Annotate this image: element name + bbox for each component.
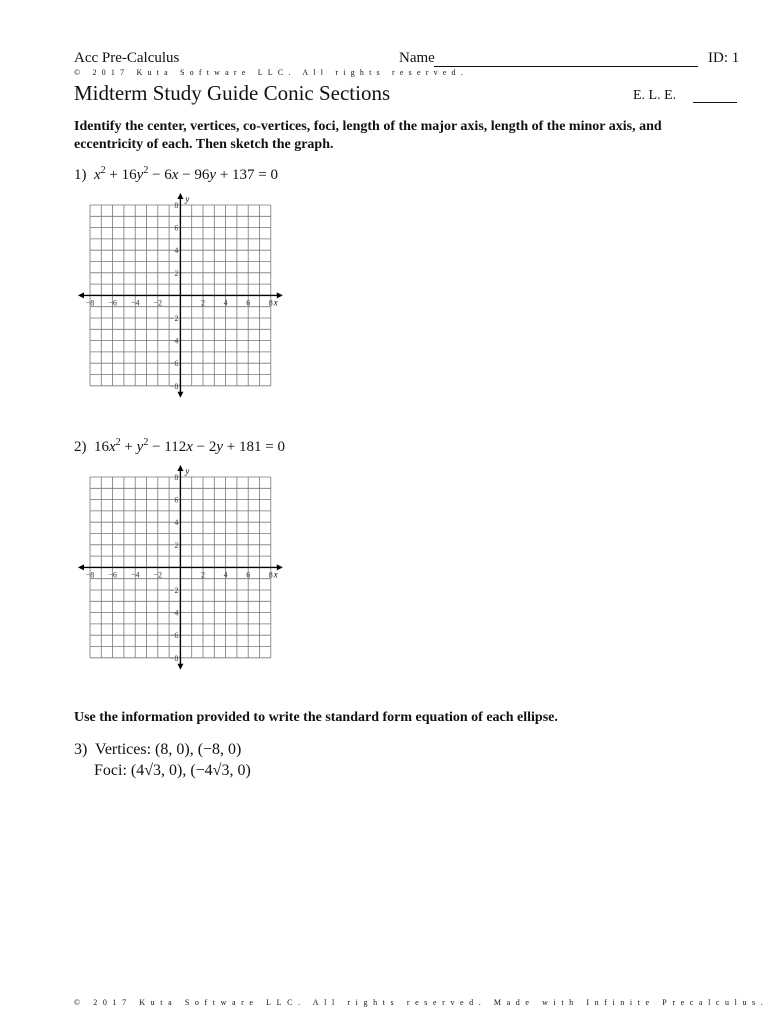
- name-field-line: [434, 66, 698, 67]
- y-axis-label: y: [185, 194, 190, 204]
- y-tick-label: 8: [174, 201, 179, 210]
- vertices-label: Vertices:: [95, 741, 152, 758]
- course-name: Acc Pre-Calculus: [74, 50, 180, 66]
- term: + 181 = 0: [223, 439, 285, 455]
- x-axis-label: x: [273, 297, 278, 308]
- footer-copyright: © 2017 Kuta Software LLC. All rights reserved. Made with Infinite Precalculus.: [74, 998, 769, 1007]
- y-tick-label: 2: [174, 540, 179, 550]
- copyright-header: © 2017 Kuta Software LLC. All rights reserved.: [74, 68, 468, 77]
- foci-label: Foci:: [94, 762, 127, 779]
- id-label: ID: 1: [708, 50, 740, 66]
- x-tick-label: 2: [201, 298, 205, 308]
- y-tick-label: 8: [174, 473, 179, 482]
- y-tick-label: −4: [169, 608, 179, 618]
- x-tick-label: 6: [246, 570, 251, 580]
- term: +: [120, 439, 137, 455]
- initials-field-line: [693, 102, 737, 103]
- x-tick-label: −2: [153, 298, 163, 308]
- section-2-instruction: Use the information provided to write the standard form equation of each ellipse.: [74, 710, 558, 725]
- x-tick-label: −6: [108, 298, 117, 308]
- var-x: x: [171, 167, 179, 183]
- foci-value: (4√3, 0), (−4√3, 0): [130, 762, 251, 779]
- section-1-instruction: Identify the center, vertices, co-vertices, foci, length of the major axis, length of the minor axis, and eccentricity of each. Then sketch the graph.: [74, 119, 662, 152]
- problem-2: [74, 437, 285, 456]
- exponent: 2: [143, 165, 149, 176]
- x-axis-label: x: [273, 569, 278, 580]
- x-tick-label: 8: [268, 570, 273, 580]
- exponent: 2: [100, 165, 106, 176]
- y-tick-label: −6: [169, 359, 179, 369]
- x-tick-label: 6: [246, 298, 251, 308]
- initials-label: E. L. E.: [633, 88, 677, 103]
- y-tick-label: −8: [169, 381, 179, 391]
- name-label: Name: [399, 50, 435, 66]
- var-y: y: [136, 439, 144, 455]
- x-tick-label: −6: [108, 570, 117, 580]
- var-x: x: [109, 439, 116, 455]
- page-title: Midterm Study Guide Conic Sections: [74, 81, 391, 105]
- y-tick-label: 4: [174, 246, 179, 256]
- x-tick-label: −8: [85, 298, 95, 308]
- y-axis-arrow-up: [177, 465, 183, 471]
- y-tick-label: −2: [169, 586, 179, 595]
- x-tick-label: 4: [223, 298, 228, 308]
- problem-3-foci: [94, 762, 251, 780]
- y-tick-label: 6: [174, 223, 179, 233]
- var-y: y: [216, 439, 224, 455]
- y-axis-arrow-down: [177, 392, 183, 398]
- x-tick-label: 8: [268, 298, 273, 308]
- problem-3-vertices: [74, 741, 241, 759]
- exponent: 2: [115, 437, 121, 448]
- y-axis-arrow-up: [177, 193, 183, 199]
- problem-number: 3): [74, 741, 88, 758]
- y-tick-label: 4: [174, 518, 179, 528]
- problem-1: [74, 165, 278, 184]
- x-tick-label: −8: [85, 570, 95, 580]
- y-tick-label: −6: [169, 631, 179, 641]
- var-y: y: [209, 167, 217, 183]
- vertices-value: (8, 0), (−8, 0): [155, 741, 242, 758]
- term: − 2: [192, 439, 217, 455]
- y-axis-arrow-down: [177, 664, 183, 670]
- term: − 6: [148, 167, 172, 183]
- var-x: x: [94, 167, 101, 183]
- term: 16: [94, 439, 109, 455]
- y-axis-label: y: [185, 466, 190, 476]
- x-tick-label: 4: [223, 570, 228, 580]
- x-tick-label: 2: [201, 570, 205, 580]
- y-tick-label: 6: [174, 495, 179, 505]
- coordinate-grid-2[interactable]: [78, 465, 292, 685]
- term: − 112: [148, 439, 187, 455]
- x-axis-arrow-left: [78, 292, 84, 298]
- problem-number: 1): [74, 167, 87, 183]
- var-x: x: [186, 439, 193, 455]
- var-y: y: [136, 167, 144, 183]
- y-tick-label: −4: [169, 336, 179, 346]
- y-tick-label: 2: [174, 268, 179, 278]
- x-tick-label: −4: [130, 570, 140, 580]
- problem-number: 2): [74, 439, 87, 455]
- x-axis-arrow-left: [78, 564, 84, 570]
- term: − 96: [178, 167, 210, 183]
- y-tick-label: −2: [169, 314, 179, 323]
- coordinate-grid-1[interactable]: [78, 193, 292, 413]
- y-tick-label: −8: [169, 653, 179, 663]
- x-tick-label: −4: [130, 298, 140, 308]
- exponent: 2: [143, 437, 149, 448]
- term: + 137 = 0: [216, 167, 279, 183]
- x-tick-label: −2: [153, 570, 163, 580]
- term: + 16: [105, 167, 137, 183]
